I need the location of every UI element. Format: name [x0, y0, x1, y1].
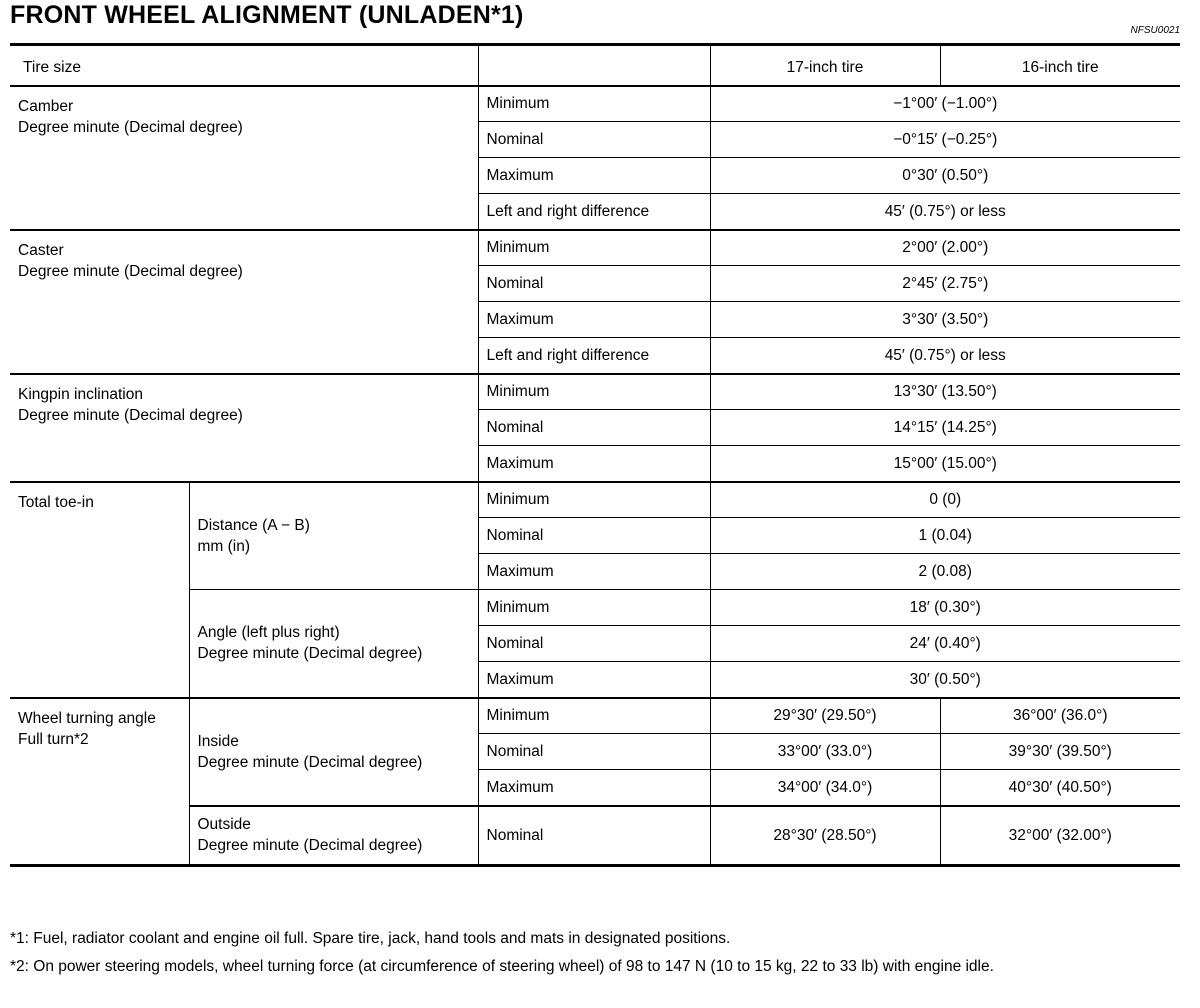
turning-label: Wheel turning angle — [18, 709, 156, 727]
toe-distance-cell — [189, 482, 478, 590]
turning-inside-label: Inside — [197, 732, 239, 750]
turning-outside-cell — [189, 806, 478, 866]
row-value-17: 34°00′ (34.0°) — [710, 770, 940, 806]
table-header-row — [10, 45, 1180, 86]
row-value: 18′ (0.30°) — [710, 590, 1180, 626]
row-value-16: 36°00′ (36.0°) — [940, 698, 1180, 734]
toe-distance-unit: mm (in) — [197, 537, 251, 555]
document-code: NFSU0021 — [1130, 25, 1180, 36]
row-name: Minimum — [478, 698, 710, 734]
row-name: Maximum — [478, 446, 710, 482]
row-name: Maximum — [478, 770, 710, 806]
camber-label-cell — [10, 86, 478, 230]
row-value-17: 28°30′ (28.50°) — [710, 806, 940, 866]
toe-label: Total toe-in — [18, 493, 94, 511]
row-name: Nominal — [478, 410, 710, 446]
row-name: Minimum — [478, 230, 710, 266]
row-value: 2 (0.08) — [710, 554, 1180, 590]
row-value: 24′ (0.40°) — [710, 626, 1180, 662]
row-value: −0°15′ (−0.25°) — [710, 122, 1180, 158]
row-value: 45′ (0.75°) or less — [710, 338, 1180, 374]
row-name: Minimum — [478, 374, 710, 410]
row-name: Left and right difference — [478, 338, 710, 374]
turning-inside-cell — [189, 698, 478, 806]
row-value: 2°00′ (2.00°) — [710, 230, 1180, 266]
row-name: Nominal — [478, 266, 710, 302]
row-name: Left and right difference — [478, 194, 710, 230]
caster-label-cell — [10, 230, 478, 374]
row-value: 1 (0.04) — [710, 518, 1180, 554]
table-row — [10, 482, 1180, 518]
toe-label-cell — [10, 482, 189, 698]
row-name: Minimum — [478, 590, 710, 626]
turning-outside-unit: Degree minute (Decimal degree) — [197, 837, 423, 855]
camber-unit: Degree minute (Decimal degree) — [18, 118, 243, 136]
row-value: 0 (0) — [710, 482, 1180, 518]
row-value-17: 29°30′ (29.50°) — [710, 698, 940, 734]
toe-angle-cell — [189, 590, 478, 698]
turning-outside-label: Outside — [197, 816, 251, 834]
row-value: 3°30′ (3.50°) — [710, 302, 1180, 338]
col-16-inch-tire: 16-inch tire — [940, 45, 1180, 86]
kingpin-unit: Degree minute (Decimal degree) — [18, 406, 243, 424]
row-value: 13°30′ (13.50°) — [710, 374, 1180, 410]
tire-size-label: Tire size — [10, 45, 478, 86]
row-name: Nominal — [478, 734, 710, 770]
row-name: Nominal — [478, 122, 710, 158]
row-name: Nominal — [478, 518, 710, 554]
toe-angle-label: Angle (left plus right) — [197, 624, 340, 642]
row-value: 0°30′ (0.50°) — [710, 158, 1180, 194]
row-value: 14°15′ (14.25°) — [710, 410, 1180, 446]
turning-label-cell — [10, 698, 189, 866]
row-value-16: 39°30′ (39.50°) — [940, 734, 1180, 770]
row-value-16: 32°00′ (32.00°) — [940, 806, 1180, 866]
footnote-2: *2: On power steering models, wheel turning force (at circumference of steering wheel) of 98 to 147 N (10 to 15 kg, 22 to 33 lb) with engine idle. — [10, 958, 994, 975]
row-name: Nominal — [478, 626, 710, 662]
row-name: Minimum — [478, 482, 710, 518]
turning-inside-unit: Degree minute (Decimal degree) — [197, 753, 423, 771]
table-row — [10, 698, 1180, 734]
row-name: Maximum — [478, 158, 710, 194]
row-name: Minimum — [478, 86, 710, 122]
row-value: 30′ (0.50°) — [710, 662, 1180, 698]
col-17-inch-tire: 17-inch tire — [710, 45, 940, 86]
caster-label: Caster — [18, 241, 64, 259]
toe-distance-label: Distance (A − B) — [197, 516, 310, 534]
alignment-spec-table — [10, 43, 1180, 867]
row-name: Maximum — [478, 554, 710, 590]
row-value: 15°00′ (15.00°) — [710, 446, 1180, 482]
row-value: 2°45′ (2.75°) — [710, 266, 1180, 302]
row-value: 45′ (0.75°) or less — [710, 194, 1180, 230]
table-row — [10, 374, 1180, 410]
page-title: FRONT WHEEL ALIGNMENT (UNLADEN*1) — [10, 1, 524, 29]
toe-angle-unit: Degree minute (Decimal degree) — [197, 645, 423, 663]
camber-label: Camber — [18, 97, 74, 115]
kingpin-label: Kingpin inclination — [18, 385, 143, 403]
caster-unit: Degree minute (Decimal degree) — [18, 262, 243, 280]
turning-label-2: Full turn*2 — [18, 730, 89, 748]
empty-header-cell — [478, 45, 710, 86]
table-row — [10, 230, 1180, 266]
row-name: Maximum — [478, 302, 710, 338]
footnotes — [10, 928, 1182, 978]
footnote-1: *1: Fuel, radiator coolant and engine oil full. Spare tire, jack, hand tools and mats in designated positions. — [10, 930, 731, 947]
row-value-16: 40°30′ (40.50°) — [940, 770, 1180, 806]
row-value-17: 33°00′ (33.0°) — [710, 734, 940, 770]
kingpin-label-cell — [10, 374, 478, 482]
table-row — [10, 86, 1180, 122]
row-value: −1°00′ (−1.00°) — [710, 86, 1180, 122]
row-name: Maximum — [478, 662, 710, 698]
row-name: Nominal — [478, 806, 710, 866]
